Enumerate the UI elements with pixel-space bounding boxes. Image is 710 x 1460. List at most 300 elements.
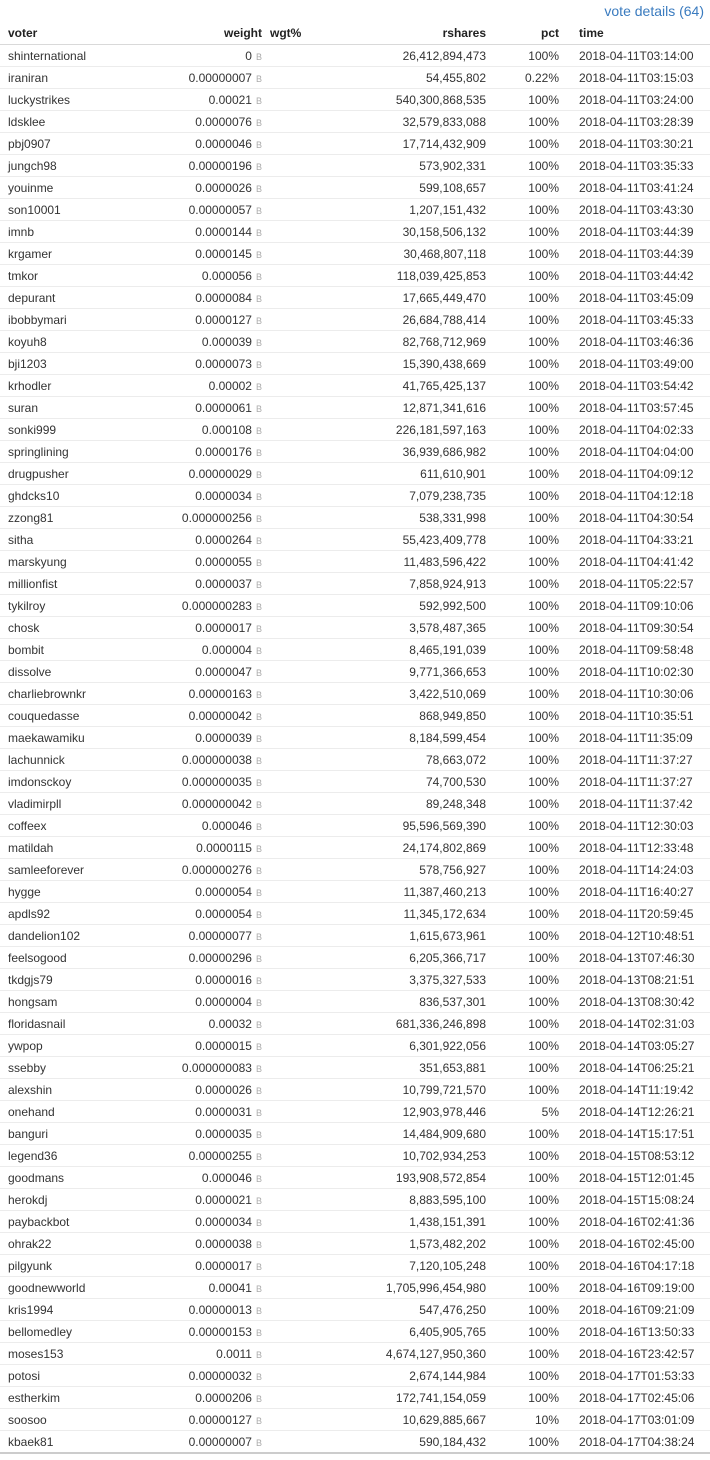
voter-name-cell[interactable]: potosi [0,1365,142,1387]
weight-unit-label: B [255,755,262,766]
weight-value: 0.000000038 [181,752,252,767]
table-row [0,485,710,507]
table-row [0,1233,710,1255]
weight-value: 0.0000073 [195,356,252,371]
voter-name-cell[interactable]: legend36 [0,1145,142,1167]
voter-name-cell[interactable]: zzong81 [0,507,142,529]
pct-cell: 100% [490,89,563,111]
voter-name-cell[interactable]: herokdj [0,1189,142,1211]
time-cell: 2018-04-11T20:59:45 [563,903,710,925]
voter-name-cell[interactable]: sonki999 [0,419,142,441]
voter-name-cell[interactable]: chosk [0,617,142,639]
table-row [0,199,710,221]
weight-cell [142,287,266,309]
weight-unit-label: B [255,1371,262,1382]
time-cell: 2018-04-11T11:35:09 [563,727,710,749]
rshares-cell: 30,158,506,132 [324,221,490,243]
weight-cell [142,397,266,419]
weight-cell [142,1145,266,1167]
voter-name-cell[interactable]: youinme [0,177,142,199]
voter-name-cell[interactable]: ohrak22 [0,1233,142,1255]
rshares-cell: 1,207,151,432 [324,199,490,221]
weight-cell [142,683,266,705]
weight-unit-label: B [255,359,262,370]
column-header-time[interactable]: time [563,22,710,45]
weight-unit-label: B [255,337,262,348]
weight-value: 0.0000054 [195,884,252,899]
time-cell: 2018-04-11T04:09:12 [563,463,710,485]
wgt-percent-cell [266,1321,324,1343]
voter-name-cell[interactable]: hygge [0,881,142,903]
weight-unit-label: B [255,469,262,480]
weight-value: 0.000000283 [181,598,252,613]
weight-cell [142,1211,266,1233]
weight-cell [142,111,266,133]
rshares-cell: 10,629,885,667 [324,1409,490,1431]
wgt-percent-cell [266,925,324,947]
voter-name-cell[interactable]: charliebrownkr [0,683,142,705]
time-cell: 2018-04-16T23:42:57 [563,1343,710,1365]
time-cell: 2018-04-11T16:40:27 [563,881,710,903]
table-row [0,903,710,925]
voter-name-cell[interactable]: maekawamiku [0,727,142,749]
rshares-cell: 82,768,712,969 [324,331,490,353]
time-cell: 2018-04-17T04:38:24 [563,1431,710,1454]
column-header-weight[interactable]: weight [142,22,266,45]
rshares-cell: 89,248,348 [324,793,490,815]
wgt-percent-cell [266,793,324,815]
rshares-cell: 599,108,657 [324,177,490,199]
wgt-percent-cell [266,969,324,991]
time-cell: 2018-04-16T09:21:09 [563,1299,710,1321]
table-row [0,1321,710,1343]
pct-cell: 100% [490,529,563,551]
table-row [0,1365,710,1387]
column-header-rshares[interactable]: rshares [324,22,490,45]
voter-name-cell[interactable]: marskyung [0,551,142,573]
weight-unit-label: B [255,1041,262,1052]
time-cell: 2018-04-11T12:33:48 [563,837,710,859]
wgt-percent-cell [266,1409,324,1431]
weight-value: 0.000108 [201,422,252,437]
voter-name-cell[interactable]: ghdcks10 [0,485,142,507]
weight-unit-label: B [255,1239,262,1250]
pct-cell: 100% [490,485,563,507]
pct-cell: 100% [490,1123,563,1145]
rshares-cell: 7,858,924,913 [324,573,490,595]
table-row [0,859,710,881]
voter-name-cell[interactable]: depurant [0,287,142,309]
wgt-percent-cell [266,617,324,639]
pct-cell: 100% [490,155,563,177]
rshares-cell: 6,301,922,056 [324,1035,490,1057]
wgt-percent-cell [266,903,324,925]
pct-cell: 100% [490,1211,563,1233]
voter-name-cell[interactable]: tykilroy [0,595,142,617]
wgt-percent-cell [266,815,324,837]
time-cell: 2018-04-14T02:31:03 [563,1013,710,1035]
voter-name-cell[interactable]: koyuh8 [0,331,142,353]
voter-name-cell[interactable]: pilgyunk [0,1255,142,1277]
wgt-percent-cell [266,551,324,573]
weight-value: 0.00000255 [188,1148,252,1163]
pct-cell: 100% [490,683,563,705]
weight-cell [142,1079,266,1101]
time-cell: 2018-04-11T03:45:33 [563,309,710,331]
time-cell: 2018-04-11T10:02:30 [563,661,710,683]
wgt-percent-cell [266,705,324,727]
weight-unit-label: B [255,1305,262,1316]
voter-name-cell[interactable]: suran [0,397,142,419]
voter-name-cell[interactable]: ssebby [0,1057,142,1079]
weight-value: 0.000000256 [181,510,252,525]
rshares-cell: 24,174,802,869 [324,837,490,859]
table-row [0,1057,710,1079]
weight-value: 0.00000007 [188,1434,252,1449]
weight-value: 0.00000077 [188,928,252,943]
voter-name-cell[interactable]: paybackbot [0,1211,142,1233]
voter-name-cell[interactable]: matildah [0,837,142,859]
weight-unit-label: B [255,249,262,260]
weight-unit-label: B [255,931,262,942]
voter-name-cell[interactable]: moses153 [0,1343,142,1365]
rshares-cell: 590,184,432 [324,1431,490,1454]
weight-unit-label: B [255,953,262,964]
table-row [0,1035,710,1057]
vote-details-link[interactable]: vote details (64) [604,3,704,19]
column-header-wgt-percent[interactable]: wgt% [266,22,324,45]
wgt-percent-cell [266,1387,324,1409]
weight-cell [142,1013,266,1035]
weight-value: 0.0000017 [195,1258,252,1273]
weight-unit-label: B [255,667,262,678]
time-cell: 2018-04-16T02:45:00 [563,1233,710,1255]
voter-name-cell[interactable]: jungch98 [0,155,142,177]
pct-cell: 100% [490,1431,563,1454]
voter-name-cell[interactable]: coffeex [0,815,142,837]
wgt-percent-cell [266,1255,324,1277]
pct-cell: 100% [490,903,563,925]
voter-name-cell[interactable]: couquedasse [0,705,142,727]
weight-value: 0.00000007 [188,70,252,85]
weight-cell [142,903,266,925]
voter-name-cell[interactable]: kbaek81 [0,1431,142,1454]
voter-name-cell[interactable]: krgamer [0,243,142,265]
wgt-percent-cell [266,419,324,441]
pct-cell: 100% [490,177,563,199]
wgt-percent-cell [266,661,324,683]
time-cell: 2018-04-14T15:17:51 [563,1123,710,1145]
voter-name-cell[interactable]: kris1994 [0,1299,142,1321]
column-header-pct[interactable]: pct [490,22,563,45]
voter-name-cell[interactable]: bji1203 [0,353,142,375]
weight-value: 0.0000206 [195,1390,252,1405]
wgt-percent-cell [266,1299,324,1321]
weight-unit-label: B [255,117,262,128]
voter-name-cell[interactable]: imdonsckoy [0,771,142,793]
wgt-percent-cell [266,1035,324,1057]
time-cell: 2018-04-11T03:14:00 [563,45,710,67]
rshares-cell: 681,336,246,898 [324,1013,490,1035]
voter-name-cell[interactable]: floridasnail [0,1013,142,1035]
table-row [0,1013,710,1035]
table-row [0,881,710,903]
weight-value: 0.0000035 [195,1126,252,1141]
pct-cell: 100% [490,1189,563,1211]
voter-name-cell[interactable]: ywpop [0,1035,142,1057]
weight-unit-label: B [255,1129,262,1140]
weight-cell [142,969,266,991]
time-cell: 2018-04-16T13:50:33 [563,1321,710,1343]
wgt-percent-cell [266,67,324,89]
weight-unit-label: B [255,403,262,414]
table-row [0,947,710,969]
weight-value: 0.0000038 [195,1236,252,1251]
rshares-cell: 12,871,341,616 [324,397,490,419]
voter-name-cell[interactable]: iraniran [0,67,142,89]
voter-name-cell[interactable]: tmkor [0,265,142,287]
weight-value: 0.0000026 [195,180,252,195]
voter-name-cell[interactable]: imnb [0,221,142,243]
pct-cell: 100% [490,1277,563,1299]
rshares-cell: 538,331,998 [324,507,490,529]
pct-cell: 5% [490,1101,563,1123]
time-cell: 2018-04-11T03:46:36 [563,331,710,353]
weight-value: 0.0000127 [195,312,252,327]
table-header-row [0,22,710,45]
table-row [0,1387,710,1409]
voter-name-cell[interactable]: drugpusher [0,463,142,485]
rshares-cell: 9,771,366,653 [324,661,490,683]
pct-cell: 100% [490,551,563,573]
pct-cell: 100% [490,1255,563,1277]
voter-name-cell[interactable]: springlining [0,441,142,463]
voter-name-cell[interactable]: son10001 [0,199,142,221]
table-row [0,1211,710,1233]
weight-value: 0.000046 [201,818,252,833]
voter-name-cell[interactable]: luckystrikes [0,89,142,111]
pct-cell: 100% [490,1079,563,1101]
weight-cell [142,1409,266,1431]
wgt-percent-cell [266,947,324,969]
time-cell: 2018-04-11T03:15:03 [563,67,710,89]
voter-name-cell[interactable]: dandelion102 [0,925,142,947]
voter-name-cell[interactable]: bombit [0,639,142,661]
weight-cell [142,309,266,331]
voter-name-cell[interactable]: dissolve [0,661,142,683]
wgt-percent-cell [266,683,324,705]
time-cell: 2018-04-11T04:04:00 [563,441,710,463]
rshares-cell: 611,610,901 [324,463,490,485]
weight-cell [142,1255,266,1277]
voter-name-cell[interactable]: krhodler [0,375,142,397]
voter-name-cell[interactable]: feelsogood [0,947,142,969]
voter-name-cell[interactable]: pbj0907 [0,133,142,155]
wgt-percent-cell [266,1123,324,1145]
rshares-cell: 55,423,409,778 [324,529,490,551]
weight-value: 0.0000076 [195,114,252,129]
weight-unit-label: B [255,1173,262,1184]
time-cell: 2018-04-15T08:53:12 [563,1145,710,1167]
wgt-percent-cell [266,1277,324,1299]
wgt-percent-cell [266,265,324,287]
table-row [0,331,710,353]
table-row [0,243,710,265]
weight-cell [142,265,266,287]
wgt-percent-cell [266,309,324,331]
table-row [0,749,710,771]
weight-value: 0.0000034 [195,488,252,503]
rshares-cell: 547,476,250 [324,1299,490,1321]
weight-value: 0.0000055 [195,554,252,569]
pct-cell: 100% [490,265,563,287]
weight-value: 0 [245,48,252,63]
wgt-percent-cell [266,375,324,397]
weight-value: 0.0000061 [195,400,252,415]
weight-value: 0.000000276 [181,862,252,877]
rshares-cell: 26,412,894,473 [324,45,490,67]
wgt-percent-cell [266,639,324,661]
table-row [0,1299,710,1321]
rshares-cell: 30,468,807,118 [324,243,490,265]
wgt-percent-cell [266,529,324,551]
wgt-percent-cell [266,1189,324,1211]
voter-name-cell[interactable]: bellomedley [0,1321,142,1343]
weight-cell [142,705,266,727]
weight-unit-label: B [255,447,262,458]
wgt-percent-cell [266,177,324,199]
voter-name-cell[interactable]: soosoo [0,1409,142,1431]
time-cell: 2018-04-11T03:43:30 [563,199,710,221]
weight-unit-label: B [255,865,262,876]
table-row [0,837,710,859]
column-header-voter[interactable]: voter [0,22,142,45]
wgt-percent-cell [266,463,324,485]
weight-unit-label: B [255,271,262,282]
time-cell: 2018-04-17T02:45:06 [563,1387,710,1409]
voter-name-cell[interactable]: banguri [0,1123,142,1145]
table-row [0,991,710,1013]
weight-cell [142,727,266,749]
voter-name-cell[interactable]: shinternational [0,45,142,67]
pct-cell: 100% [490,573,563,595]
voter-name-cell[interactable]: ibobbymari [0,309,142,331]
table-row [0,353,710,375]
weight-value: 0.00000196 [188,158,252,173]
weight-value: 0.0000021 [195,1192,252,1207]
voter-name-cell[interactable]: millionfist [0,573,142,595]
pct-cell: 100% [490,1233,563,1255]
wgt-percent-cell [266,1101,324,1123]
pct-cell: 100% [490,749,563,771]
table-row [0,529,710,551]
weight-unit-label: B [255,513,262,524]
table-row [0,375,710,397]
pct-cell: 100% [490,397,563,419]
table-row [0,89,710,111]
weight-value: 0.00032 [208,1016,252,1031]
voter-name-cell[interactable]: samleeforever [0,859,142,881]
wgt-percent-cell [266,595,324,617]
table-row [0,1431,710,1454]
voter-name-cell[interactable]: apdls92 [0,903,142,925]
time-cell: 2018-04-11T04:41:42 [563,551,710,573]
weight-cell [142,419,266,441]
table-row [0,639,710,661]
weight-value: 0.0000115 [196,840,252,855]
wgt-percent-cell [266,221,324,243]
pct-cell: 100% [490,375,563,397]
wgt-percent-cell [266,573,324,595]
time-cell: 2018-04-11T03:45:09 [563,287,710,309]
weight-value: 0.000039 [201,334,252,349]
table-row [0,397,710,419]
voter-name-cell[interactable]: hongsam [0,991,142,1013]
voter-name-cell[interactable]: goodmans [0,1167,142,1189]
voter-name-cell[interactable]: goodnewworld [0,1277,142,1299]
weight-cell [142,1035,266,1057]
rshares-cell: 1,705,996,454,980 [324,1277,490,1299]
wgt-percent-cell [266,287,324,309]
voter-name-cell[interactable]: lachunnick [0,749,142,771]
weight-unit-label: B [255,645,262,656]
rshares-cell: 74,700,530 [324,771,490,793]
rshares-cell: 578,756,927 [324,859,490,881]
weight-cell [142,199,266,221]
rshares-cell: 3,578,487,365 [324,617,490,639]
weight-unit-label: B [255,51,262,62]
table-row [0,925,710,947]
weight-cell [142,1343,266,1365]
rshares-cell: 4,674,127,950,360 [324,1343,490,1365]
weight-cell [142,1101,266,1123]
rshares-cell: 17,714,432,909 [324,133,490,155]
time-cell: 2018-04-13T08:21:51 [563,969,710,991]
rshares-cell: 6,405,905,765 [324,1321,490,1343]
table-row [0,1145,710,1167]
weight-unit-label: B [255,733,262,744]
wgt-percent-cell [266,1079,324,1101]
voter-name-cell[interactable]: ldsklee [0,111,142,133]
wgt-percent-cell [266,199,324,221]
rshares-cell: 172,741,154,059 [324,1387,490,1409]
weight-cell [142,243,266,265]
wgt-percent-cell [266,133,324,155]
weight-unit-label: B [255,1261,262,1272]
weight-unit-label: B [255,843,262,854]
pct-cell: 0.22% [490,67,563,89]
weight-unit-label: B [255,1437,262,1448]
table-row [0,1167,710,1189]
weight-value: 0.0000054 [195,906,252,921]
voter-name-cell[interactable]: estherkim [0,1387,142,1409]
weight-unit-label: B [255,909,262,920]
voter-name-cell[interactable]: onehand [0,1101,142,1123]
voter-name-cell[interactable]: sitha [0,529,142,551]
voter-name-cell[interactable]: tkdgjs79 [0,969,142,991]
table-row [0,727,710,749]
voter-name-cell[interactable]: vladimirpll [0,793,142,815]
pct-cell: 100% [490,45,563,67]
table-row [0,463,710,485]
weight-unit-label: B [255,711,262,722]
table-row [0,705,710,727]
pct-cell: 100% [490,661,563,683]
pct-cell: 100% [490,947,563,969]
voter-name-cell[interactable]: alexshin [0,1079,142,1101]
rshares-cell: 17,665,449,470 [324,287,490,309]
wgt-percent-cell [266,397,324,419]
